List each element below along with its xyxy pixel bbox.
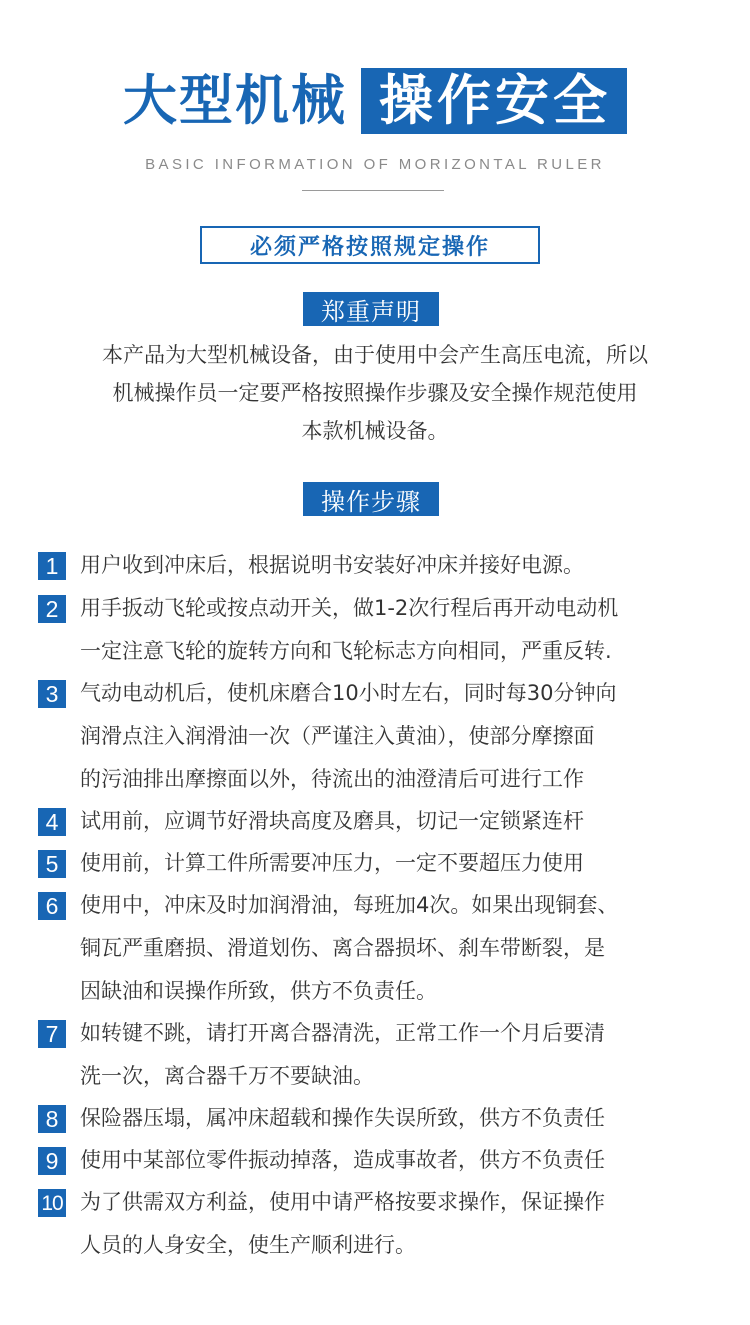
- step-text: [80, 1181, 605, 1267]
- steps-list: [38, 548, 738, 1270]
- step-item: [38, 846, 738, 885]
- statement-text: [30, 336, 720, 450]
- step-number-badge: 3: [38, 680, 66, 708]
- step-number-badge: 6: [38, 892, 66, 920]
- step-text: [80, 1139, 605, 1182]
- step-number-badge: 9: [38, 1147, 66, 1175]
- statement-line: 本产品为大型机械设备，由于使用中会产生高压电流，所以: [102, 343, 648, 367]
- step-number-badge: 4: [38, 808, 66, 836]
- page-title: [0, 68, 750, 134]
- step-line: 试用前，应调节好滑块高度及磨具，切记一定锁紧连杆: [80, 809, 584, 833]
- step-line: 保险器压塌，属冲床超载和操作失误所致，供方不负责任: [80, 1106, 605, 1130]
- step-line: 用户收到冲床后，根据说明书安装好冲床并接好电源。: [80, 553, 584, 577]
- step-line: 因缺油和误操作所致，供方不负责任。: [80, 979, 437, 1003]
- step-item: [38, 888, 738, 1013]
- step-item: [38, 1143, 738, 1182]
- header: [0, 68, 750, 134]
- step-line: 气动电动机后，使机床磨合10小时左右，同时每30分钟向: [80, 681, 617, 705]
- step-text: [80, 1012, 605, 1098]
- step-line: 使用中，冲床及时加润滑油，每班加4次。如果出现铜套、: [80, 893, 619, 917]
- step-number-badge: 2: [38, 595, 66, 623]
- step-number-badge: 1: [38, 552, 66, 580]
- step-line: 铜瓦严重磨损、滑道划伤、离合器损坏、刹车带断裂，是: [80, 936, 605, 960]
- step-text: [80, 587, 618, 673]
- statement-tag: 郑重声明: [303, 292, 439, 326]
- step-line: 一定注意飞轮的旋转方向和飞轮标志方向相同，严重反转.: [80, 639, 612, 663]
- step-line: 为了供需双方利益，使用中请严格按要求操作，保证操作: [80, 1190, 605, 1214]
- step-line: 的污油排出摩擦面以外，待流出的油澄清后可进行工作: [80, 767, 584, 791]
- step-item: [38, 591, 738, 673]
- step-text: [80, 800, 584, 843]
- notice-box: 必须严格按照规定操作: [200, 226, 540, 264]
- step-text: [80, 672, 616, 801]
- step-text: [80, 884, 618, 1013]
- step-number-badge: 8: [38, 1105, 66, 1133]
- step-text: [80, 544, 584, 587]
- title-left: 大型机械: [123, 69, 347, 132]
- step-line: 洗一次，离合器千万不要缺油。: [80, 1064, 374, 1088]
- step-line: 如转键不跳，请打开离合器清洗，正常工作一个月后要清: [80, 1021, 605, 1045]
- step-number-badge: 7: [38, 1020, 66, 1048]
- steps-tag: 操作步骤: [303, 482, 439, 516]
- step-line: 使用中某部位零件振动掉落，造成事故者，供方不负责任: [80, 1148, 605, 1172]
- statement-line: 本款机械设备。: [301, 419, 449, 443]
- step-number-badge: 10: [38, 1189, 66, 1217]
- subtitle: BASIC INFORMATION OF MORIZONTAL RULER: [145, 156, 605, 173]
- step-line: 使用前，计算工件所需要冲压力，一定不要超压力使用: [80, 851, 584, 875]
- step-line: 人员的人身安全，使生产顺利进行。: [80, 1233, 416, 1257]
- step-item: [38, 676, 738, 801]
- step-item: [38, 1016, 738, 1098]
- step-line: 润滑点注入润滑油一次（严谨注入黄油），使部分摩擦面: [80, 724, 595, 748]
- step-line: 用手扳动飞轮或按点动开关，做1-2次行程后再开动电动机: [80, 596, 619, 620]
- step-text: [80, 1097, 605, 1140]
- step-number-badge: 5: [38, 850, 66, 878]
- step-text: [80, 842, 584, 885]
- step-item: [38, 1101, 738, 1140]
- step-item: [38, 548, 738, 587]
- step-item: [38, 1185, 738, 1267]
- step-item: [38, 804, 738, 843]
- title-right-highlight: 操作安全: [361, 68, 627, 134]
- statement-line: 机械操作员一定要严格按照操作步骤及安全操作规范使用: [112, 381, 638, 405]
- divider: [302, 190, 444, 191]
